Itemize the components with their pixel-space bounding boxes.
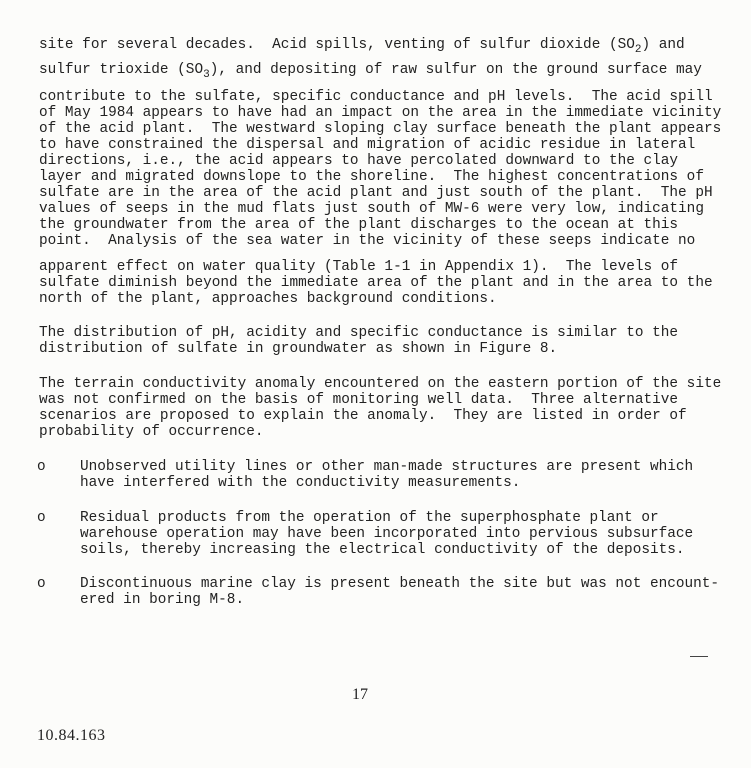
text-line: The distribution of pH, acidity and specific conductance is similar to the xyxy=(39,325,679,341)
scan-speck xyxy=(690,656,708,657)
page-number: 17 xyxy=(352,686,368,703)
text-line: was not confirmed on the basis of monitoring well data. Three alternative xyxy=(39,392,679,408)
text-line: warehouse operation may have been incorporated into pervious subsurface xyxy=(80,526,694,542)
text-line: sulfur trioxide $(SO_3)$, and depositing of raw sulfur on the ground surface may xyxy=(39,62,702,81)
text-line: contribute to the sulfate, specific conductance and pH levels. The acid spill xyxy=(39,89,713,105)
text-line: directions, i.e., the acid appears to have percolated downward to the clay xyxy=(39,153,679,169)
text-line: apparent effect on water quality (Table 1-1 in Appendix 1). The levels of xyxy=(39,259,679,275)
text-line: have interfered with the conductivity measurements. xyxy=(80,475,521,491)
text-line: north of the plant, approaches background conditions. xyxy=(39,291,497,307)
text-line: sulfate diminish beyond the immediate area of the plant and in the area to the xyxy=(39,275,713,291)
document-id: 10.84.163 xyxy=(37,727,106,744)
text-line: probability of occurrence. xyxy=(39,424,264,440)
text-line: ered in boring M-8. xyxy=(80,592,245,608)
bullet-marker: o xyxy=(37,459,46,475)
text-line: to have constrained the dispersal and migration of acidic residue in lateral xyxy=(39,137,696,153)
text-line: sulfate are in the area of the acid plant and just south of the plant. The pH xyxy=(39,185,713,201)
text-line: of May 1984 appears to have had an impact on the area in the immediate vicinity xyxy=(39,105,722,121)
text-line: values of seeps in the mud flats just south of MW-6 were very low, indicating xyxy=(39,201,704,217)
text-line: Unobserved utility lines or other man-made structures are present which xyxy=(80,459,694,475)
bullet-marker: o xyxy=(37,510,46,526)
text-line: the groundwater from the area of the plant discharges to the ocean at this xyxy=(39,217,679,233)
text-line: site for several decades. Acid spills, venting of sulfur dioxide $(SO_2)$ and xyxy=(39,37,685,56)
text-line: point. Analysis of the sea water in the vicinity of these seeps indicate no xyxy=(39,233,696,249)
text-line: Discontinuous marine clay is present beneath the site but was not encount- xyxy=(80,576,720,592)
bullet-marker: o xyxy=(37,576,46,592)
text-line: of the acid plant. The westward sloping clay surface beneath the plant appears xyxy=(39,121,722,137)
text-line: scenarios are proposed to explain the anomaly. They are listed in order of xyxy=(39,408,687,424)
text-line: layer and migrated downslope to the shoreline. The highest concentrations of xyxy=(39,169,704,185)
text-line: distribution of sulfate in groundwater as shown in Figure 8. xyxy=(39,341,558,357)
text-line: Residual products from the operation of the superphosphate plant or xyxy=(80,510,659,526)
text-line: The terrain conductivity anomaly encountered on the eastern portion of the site xyxy=(39,376,722,392)
text-line: soils, thereby increasing the electrical conductivity of the deposits. xyxy=(80,542,685,558)
